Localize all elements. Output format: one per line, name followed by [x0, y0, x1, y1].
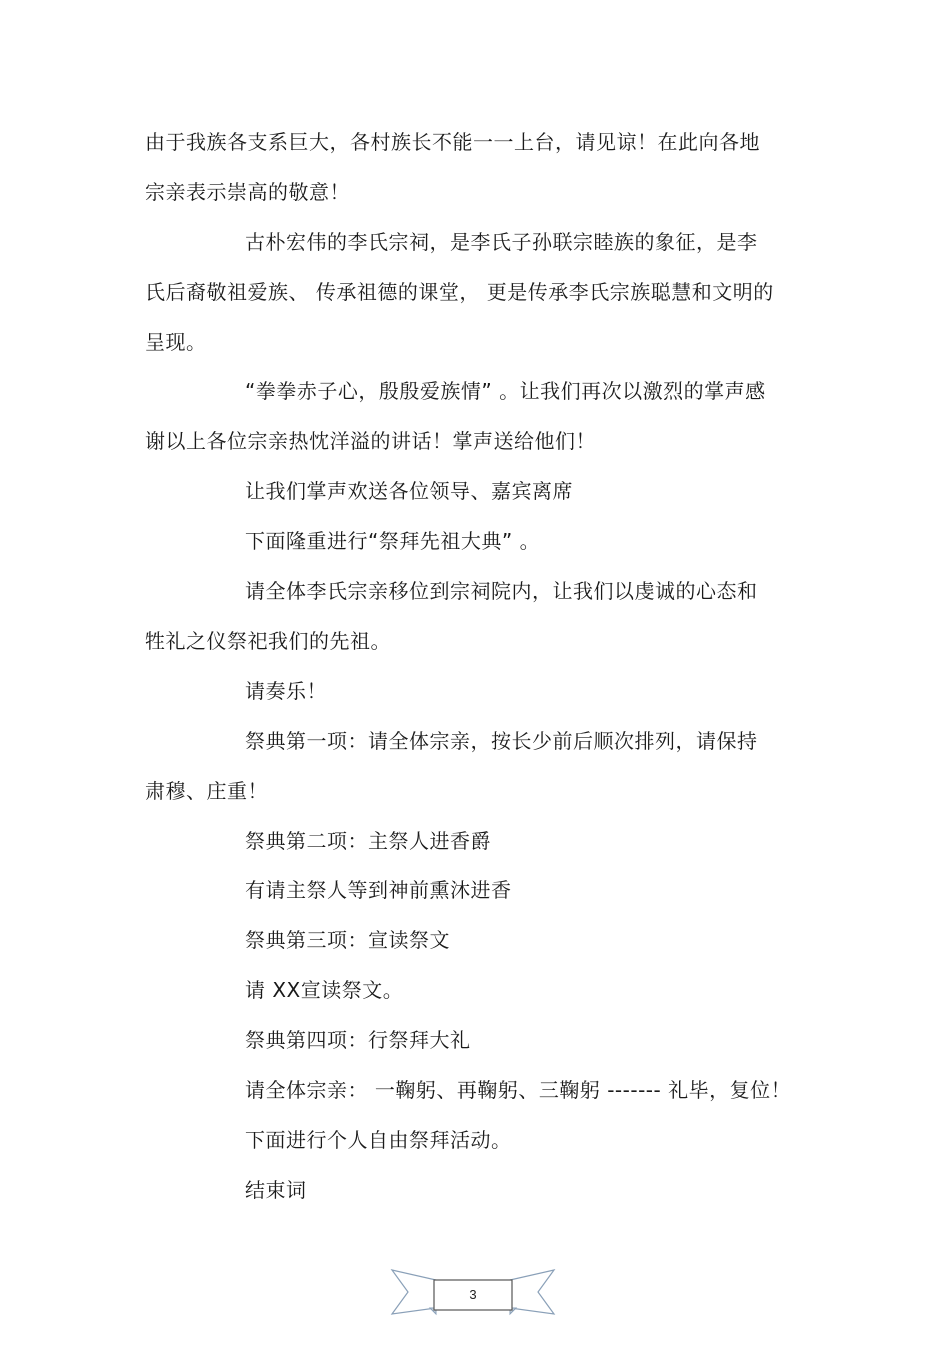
paragraph-line: 谢以上各位宗亲热忱洋溢的讲话！掌声送给他们！	[145, 429, 596, 453]
paragraph-line: 祭典第二项：主祭人进香爵	[245, 829, 491, 853]
paragraph-line: 牲礼之仪祭祀我们的先祖。	[145, 629, 391, 653]
paragraph-line: 下面隆重进行“祭拜先祖大典” 。	[245, 529, 541, 553]
paragraph-line: 请全体李氏宗亲移位到宗祠院内，让我们以虔诚的心态和	[245, 579, 758, 603]
page-number: 3	[469, 1287, 477, 1302]
paragraph-line: 氏后裔敬祖爱族、 传承祖德的课堂， 更是传承李氏宗族聪慧和文明的	[145, 280, 774, 304]
paragraph-line: 有请主祭人等到神前熏沐进香	[245, 878, 512, 902]
paragraph-line: 祭典第三项：宣读祭文	[245, 928, 450, 952]
paragraph-line: 结束词	[245, 1178, 307, 1202]
paragraph-line: 呈现。	[145, 330, 207, 354]
paragraph-line: 祭典第四项：行祭拜大礼	[245, 1028, 471, 1052]
paragraph-line: 肃穆、庄重！	[145, 779, 268, 803]
paragraph-line: 祭典第一项：请全体宗亲，按长少前后顺次排列，请保持	[245, 729, 758, 753]
paragraph-line: 由于我族各支系巨大，各村族长不能一一上台，请见谅！在此向各地	[145, 130, 760, 154]
paragraph-line: 请奏乐！	[245, 679, 327, 703]
paragraph-line: “拳拳赤子心，殷殷爱族情” 。让我们再次以激烈的掌声感	[245, 379, 766, 403]
paragraph-line: 下面进行个人自由祭拜活动。	[245, 1128, 512, 1152]
paragraph-line: 让我们掌声欢送各位领导、嘉宾离席	[245, 479, 573, 503]
page-footer	[390, 1266, 556, 1326]
paragraph-line: 古朴宏伟的李氏宗祠，是李氏子孙联宗睦族的象征，是李	[245, 230, 758, 254]
paragraph-line: 请全体宗亲： 一鞠躬、再鞠躬、三鞠躬 ------- 礼毕，复位！	[245, 1078, 792, 1102]
paragraph-line: 请 XX宣读祭文。	[245, 978, 404, 1002]
paragraph-line: 宗亲表示崇高的敬意！	[145, 180, 350, 204]
